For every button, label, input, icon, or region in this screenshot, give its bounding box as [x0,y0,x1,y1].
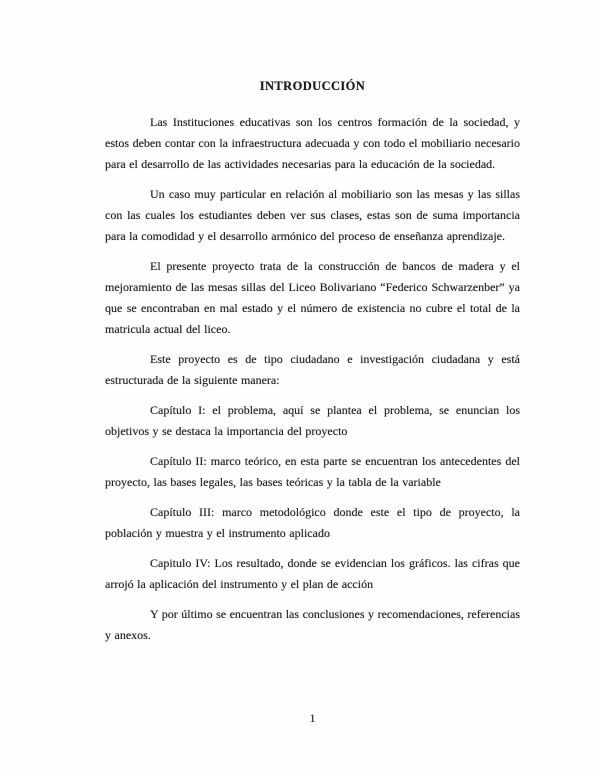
paragraph-intro-1: Las Instituciones educativas son los centros formación de la sociedad, y estos deben contar con la infraestructura adecuada y con todo el mobiliario necesario para el desarrollo de las actividades necesarias para la educación de la sociedad. [105,115,520,171]
paragraph-intro-2: Un caso muy particular en relación al mobiliario son las mesas y las sillas con las cuales los estudiantes deben ver sus clases, estas son de suma importancia para la comodidad y el desarrollo armónico del proceso de enseñanza aprendizaje. [105,187,520,243]
paragraph-chapter-3: Capítulo III: marco metodológico donde este el tipo de proyecto, la población y muestra y el instrumento aplicado [105,505,520,540]
paragraph-project-description: El presente proyecto trata de la construcción de bancos de madera y el mejoramiento de las mesas sillas del Liceo Bolivariano “Federico Schwarzenber” ya que se encontraban en mal estado y el número de existencia no cubre el total de la matricula actual del liceo. [105,259,520,336]
paragraph-chapter-2: Capítulo II: marco teórico, en esta parte se encuentran los antecedentes del proyecto, las bases legales, las bases teóricas y la tabla de la variable [105,454,520,489]
paragraph-chapter-1: Capítulo I: el problema, aquí se plantea el problema, se enuncian los objetivos y se destaca la importancia del proyecto [105,403,520,438]
paragraph-structure-intro: Este proyecto es de tipo ciudadano e investigación ciudadana y está estructurada de la siguiente manera: [105,352,520,387]
paragraph-closing: Y por último se encuentran las conclusiones y recomendaciones, referencias y anexos. [105,607,520,642]
page-title: INTRODUCCIÓN [259,79,366,93]
page-number: 1 [309,711,316,725]
paragraph-chapter-4: Capitulo IV: Los resultado, donde se evidencian los gráficos. las cifras que arrojó la aplicación del instrumento y el plan de acción [105,556,520,591]
document-body [105,78,520,655]
